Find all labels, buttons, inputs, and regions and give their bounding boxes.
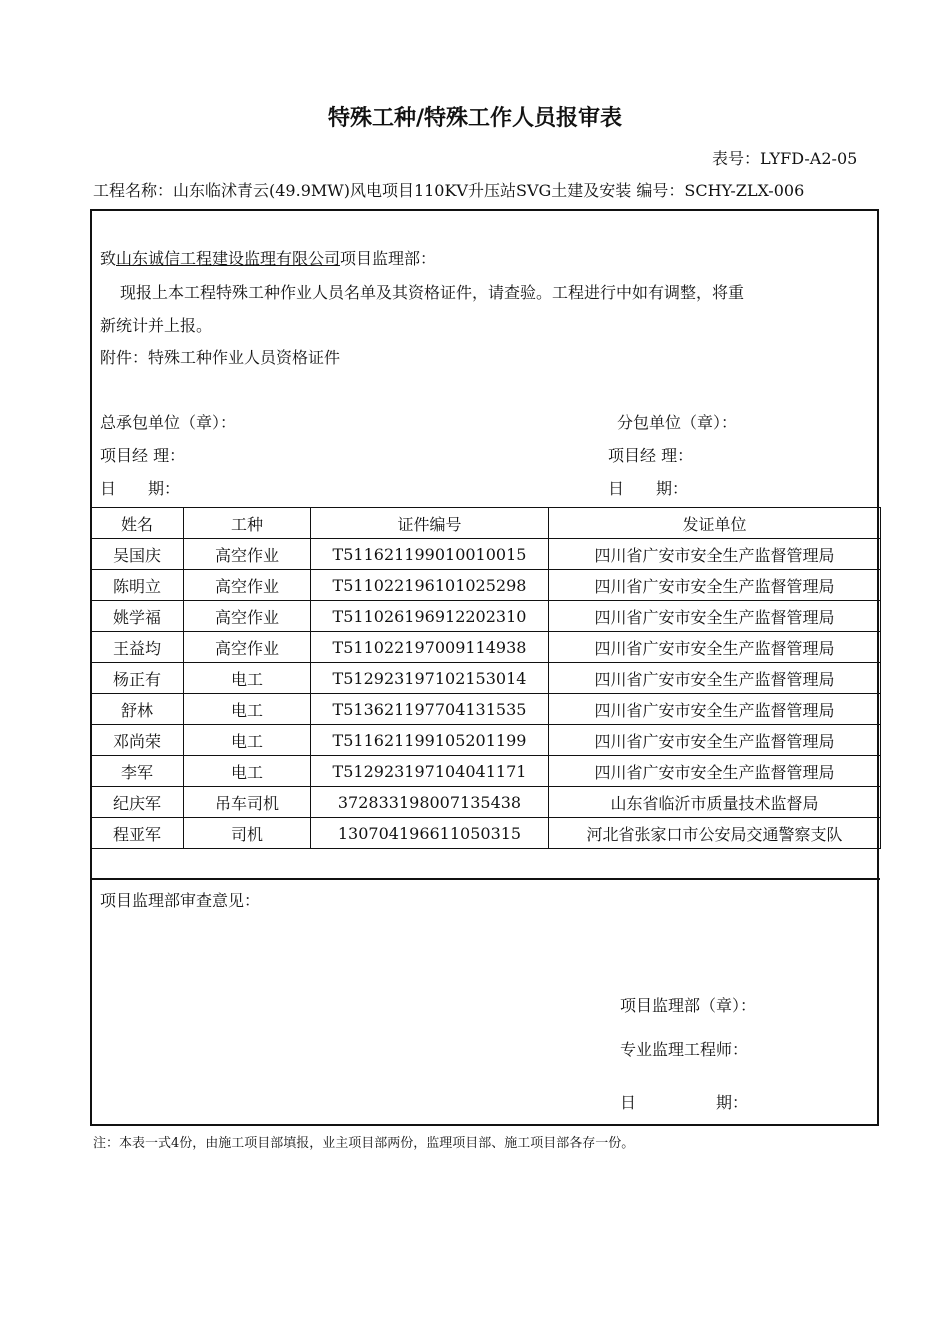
- cell-cert-no: T511026196912202310: [311, 601, 549, 632]
- cell-cert-no: 372833198007135438: [311, 787, 549, 818]
- table-row: [91, 787, 881, 818]
- cell-issuer: 四川省广安市安全生产监督管理局: [549, 632, 881, 663]
- page-title: 特殊工种/特殊工作人员报审表: [327, 106, 623, 131]
- cell-name: 王益均: [91, 632, 184, 663]
- cell-cert-no: T511621199010010015: [311, 539, 549, 570]
- form-number: 表号：LYFD-A2-05: [712, 149, 858, 168]
- cell-trade: 电工: [184, 725, 311, 756]
- cell-trade: 司机: [184, 818, 311, 849]
- personnel-table: [90, 507, 881, 849]
- project-manager-left: 项目经 理：: [100, 446, 186, 465]
- date-right: 日 期：: [608, 479, 689, 498]
- cell-trade: 电工: [184, 663, 311, 694]
- addressee-prefix: 致: [100, 249, 117, 268]
- supervising-engineer: 专业监理工程师：: [620, 1040, 749, 1059]
- review-divider: [90, 878, 880, 880]
- cell-cert-no: T511022196101025298: [311, 570, 549, 601]
- cell-issuer: 四川省广安市安全生产监督管理局: [549, 694, 881, 725]
- cell-trade: 高空作业: [184, 570, 311, 601]
- cell-cert-no: T512923197102153014: [311, 663, 549, 694]
- cell-name: 邓尚荣: [91, 725, 184, 756]
- cell-issuer: 四川省广安市安全生产监督管理局: [549, 756, 881, 787]
- cell-name: 舒林: [91, 694, 184, 725]
- table-header-row: [91, 508, 881, 539]
- cell-name: 姚学福: [91, 601, 184, 632]
- cell-cert-no: T511022197009114938: [311, 632, 549, 663]
- table-row: [91, 818, 881, 849]
- table-row: [91, 725, 881, 756]
- cell-trade: 高空作业: [184, 632, 311, 663]
- addressee-line: [100, 246, 436, 269]
- project-manager-right: 项目经 理：: [608, 446, 694, 465]
- date-left: 日 期：: [100, 479, 181, 498]
- cell-name: 杨正有: [91, 663, 184, 694]
- cell-issuer: 四川省广安市安全生产监督管理局: [549, 663, 881, 694]
- letter-body-line2: 新统计并上报。: [100, 316, 213, 335]
- supervision-seal: 项目监理部（章）：: [620, 996, 757, 1015]
- addressee-suffix: 项目监理部：: [340, 249, 437, 268]
- cell-name: 纪庆军: [91, 787, 184, 818]
- cell-issuer: 四川省广安市安全生产监督管理局: [549, 539, 881, 570]
- table-row: [91, 601, 881, 632]
- table-row: [91, 632, 881, 663]
- table-row: [91, 694, 881, 725]
- cell-trade: 高空作业: [184, 539, 311, 570]
- cell-trade: 高空作业: [184, 601, 311, 632]
- table-row: [91, 756, 881, 787]
- header-issuer: 发证单位: [549, 508, 881, 539]
- cell-cert-no: 130704196611050315: [311, 818, 549, 849]
- cell-issuer: 山东省临沂市质量技术监督局: [549, 787, 881, 818]
- table-row: [91, 570, 881, 601]
- attachment-line: 附件：特殊工种作业人员资格证件: [100, 348, 341, 367]
- header-name: 姓名: [91, 508, 184, 539]
- cell-name: 陈明立: [91, 570, 184, 601]
- cell-name: 吴国庆: [91, 539, 184, 570]
- cell-trade: 电工: [184, 756, 311, 787]
- header-cert-no: 证件编号: [311, 508, 549, 539]
- cell-issuer: 四川省广安市安全生产监督管理局: [549, 601, 881, 632]
- cell-trade: 电工: [184, 694, 311, 725]
- footnote: 注：本表一式4份，由施工项目部填报，业主项目部两份，监理项目部、施工项目部各存一份。: [93, 1136, 635, 1151]
- cell-issuer: 河北省张家口市公安局交通警察支队: [549, 818, 881, 849]
- cell-issuer: 四川省广安市安全生产监督管理局: [549, 570, 881, 601]
- cell-cert-no: T513621197704131535: [311, 694, 549, 725]
- cell-trade: 吊车司机: [184, 787, 311, 818]
- cell-cert-no: T511621199105201199: [311, 725, 549, 756]
- review-heading: 项目监理部审查意见：: [100, 891, 261, 910]
- subcontractor-seal: 分包单位（章）：: [617, 413, 738, 432]
- header-trade: 工种: [184, 508, 311, 539]
- project-line: 工程名称：山东临沭青云(49.9MW)风电项目110KV升压站SVG土建及安装 编号：SCHY-ZLX-006: [93, 181, 805, 200]
- review-date: 日 期：: [620, 1093, 749, 1112]
- general-contractor-seal: 总承包单位（章）：: [100, 413, 237, 432]
- letter-body-line1: 现报上本工程特殊工种作业人员名单及其资格证件，请查验。工程进行中如有调整，将重: [120, 283, 745, 302]
- table-row: [91, 663, 881, 694]
- cell-issuer: 四川省广安市安全生产监督管理局: [549, 725, 881, 756]
- cell-name: 李军: [91, 756, 184, 787]
- cell-name: 程亚军: [91, 818, 184, 849]
- cell-cert-no: T512923197104041171: [311, 756, 549, 787]
- addressee-org: 山东诚信工程建设监理有限公司: [116, 249, 341, 268]
- table-row: [91, 539, 881, 570]
